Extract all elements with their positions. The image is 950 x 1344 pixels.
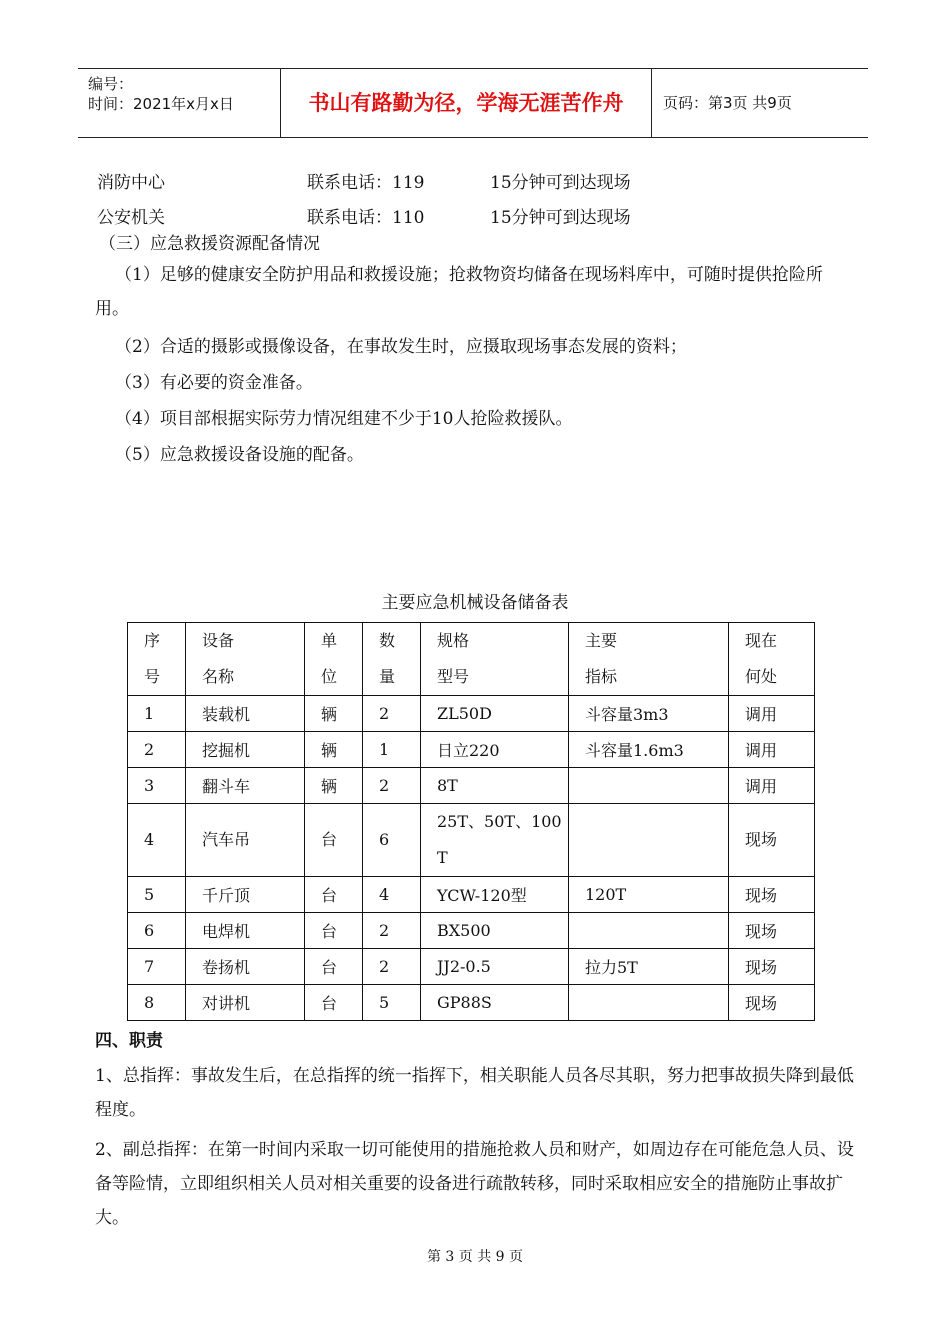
table-row	[128, 732, 815, 768]
cell-spec: 120T	[569, 877, 729, 913]
header-cell: 单 位	[305, 623, 363, 696]
cell-spec	[569, 985, 729, 1021]
cell-index: 2	[128, 732, 186, 768]
table-caption: 主要应急机械设备储备表	[381, 593, 569, 613]
contact-time: 15分钟可到达现场	[490, 208, 631, 228]
cell-index: 1	[128, 696, 186, 732]
cell-unit: 辆	[305, 732, 363, 768]
cell-unit: 台	[305, 804, 363, 877]
table-row	[128, 985, 815, 1021]
table-row	[128, 913, 815, 949]
table-row	[128, 768, 815, 804]
cell-spec: 斗容量1.6m3	[569, 732, 729, 768]
cell-spec	[569, 804, 729, 877]
cell-location: 调用	[729, 732, 815, 768]
cell-qty: 5	[363, 985, 421, 1021]
cell-name: 千斤顶	[186, 877, 305, 913]
cell-location: 现场	[729, 804, 815, 877]
header-cell: 主要 指标	[569, 623, 729, 696]
cell-spec: 拉力5T	[569, 949, 729, 985]
page-header	[78, 68, 868, 138]
cell-location: 调用	[729, 768, 815, 804]
cell-index: 4	[128, 804, 186, 877]
cell-name: 装载机	[186, 696, 305, 732]
list-item: （1）足够的健康安全防护用品和救援设施；抢救物资均储备在现场料库中，可随时提供抢险所用。	[95, 265, 823, 319]
list-item: （4）项目部根据实际劳力情况组建不少于10人抢险救援队。	[115, 409, 573, 429]
header-page-label: 页码：第3页 共9页	[663, 94, 792, 112]
contact-time: 15分钟可到达现场	[490, 173, 631, 193]
header-cell: 现在 何处	[729, 623, 815, 696]
list-item: （3）有必要的资金准备。	[115, 373, 313, 393]
cell-unit: 台	[305, 949, 363, 985]
header-meta	[78, 69, 281, 137]
cell-model: BX500	[421, 913, 569, 949]
cell-index: 5	[128, 877, 186, 913]
cell-model: JJ2-0.5	[421, 949, 569, 985]
cell-model: 8T	[421, 768, 569, 804]
header-motto: 书山有路勤为径，学海无涯苦作舟	[281, 69, 652, 137]
list-item: （2）合适的摄影或摄像设备，在事故发生时，应摄取现场事态发展的资料；	[115, 337, 687, 357]
cell-spec	[569, 768, 729, 804]
cell-model: GP88S	[421, 985, 569, 1021]
equipment-table	[127, 622, 815, 1021]
page-footer: 第 3 页 共 9 页	[426, 1249, 524, 1265]
cell-location: 现场	[729, 913, 815, 949]
cell-index: 3	[128, 768, 186, 804]
cell-index: 8	[128, 985, 186, 1021]
contact-phone: 联系电话：119	[307, 173, 425, 193]
cell-name: 翻斗车	[186, 768, 305, 804]
cell-name: 电焊机	[186, 913, 305, 949]
contact-org: 公安机关	[97, 208, 165, 228]
cell-model: YCW-120型	[421, 877, 569, 913]
cell-qty: 2	[363, 913, 421, 949]
cell-model: ZL50D	[421, 696, 569, 732]
cell-unit: 台	[305, 877, 363, 913]
list-item: （5）应急救援设备设施的配备。	[115, 445, 364, 465]
cell-qty: 4	[363, 877, 421, 913]
table-row	[128, 877, 815, 913]
table-row	[128, 804, 815, 877]
cell-location: 现场	[729, 877, 815, 913]
contact-org: 消防中心	[97, 173, 165, 193]
cell-name: 挖掘机	[186, 732, 305, 768]
cell-index: 6	[128, 913, 186, 949]
cell-name: 对讲机	[186, 985, 305, 1021]
cell-model: 日立220	[421, 732, 569, 768]
cell-qty: 1	[363, 732, 421, 768]
table-row	[128, 696, 815, 732]
cell-name: 汽车吊	[186, 804, 305, 877]
duty-paragraph: 2、副总指挥：在第一时间内采取一切可能使用的措施抢救人员和财产，如周边存在可能危急人员、设备等险情，立即组织相关人员对相关重要的设备进行疏散转移，同时采取相应安全的措施防止事故扩大。	[95, 1140, 854, 1228]
cell-location: 现场	[729, 949, 815, 985]
table-row	[128, 949, 815, 985]
header-cell: 序 号	[128, 623, 186, 696]
cell-location: 调用	[729, 696, 815, 732]
cell-unit: 台	[305, 913, 363, 949]
cell-qty: 2	[363, 949, 421, 985]
section3-title: （三）应急救援资源配备情况	[99, 234, 320, 254]
contact-phone: 联系电话：110	[307, 208, 425, 228]
number-label: 编号：	[88, 75, 134, 93]
header-cell: 设备 名称	[186, 623, 305, 696]
header-cell: 规格 型号	[421, 623, 569, 696]
cell-spec: 斗容量3m3	[569, 696, 729, 732]
table-header-row	[128, 623, 815, 696]
section4-title: 四、职责	[95, 1031, 163, 1051]
cell-index: 7	[128, 949, 186, 985]
cell-unit: 辆	[305, 768, 363, 804]
cell-qty: 2	[363, 768, 421, 804]
cell-location: 现场	[729, 985, 815, 1021]
cell-qty: 2	[363, 696, 421, 732]
header-cell: 数 量	[363, 623, 421, 696]
cell-spec	[569, 913, 729, 949]
cell-unit: 台	[305, 985, 363, 1021]
time-label: 时间：2021年x月x日	[88, 95, 234, 113]
duty-paragraph: 1、总指挥：事故发生后，在总指挥的统一指挥下，相关职能人员各尽其职，努力把事故损失降到最低程度。	[95, 1066, 854, 1120]
cell-qty: 6	[363, 804, 421, 877]
cell-unit: 辆	[305, 696, 363, 732]
cell-model: 25T、50T、100T	[421, 804, 569, 877]
cell-name: 卷扬机	[186, 949, 305, 985]
